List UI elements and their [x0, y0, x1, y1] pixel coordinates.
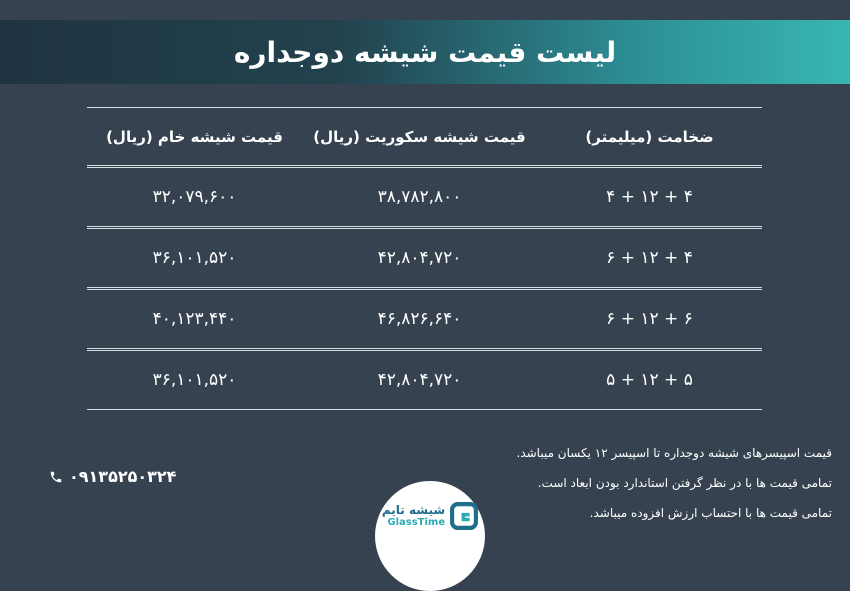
note-text: تمامی قیمت ها با در نظر گرفتن استاندارد بودن ابعاد است. — [537, 476, 832, 490]
phone-number: ۰۹۱۳۵۲۵۰۳۲۴ — [69, 467, 177, 486]
page-title: لیست قیمت شیشه دوجداره — [233, 35, 617, 69]
table-row — [87, 289, 762, 350]
cell-tempered-price: ۴۲,۸۰۴,۷۲۰ — [302, 228, 537, 289]
cell-raw-price: ۳۲,۰۷۹,۶۰۰ — [87, 167, 302, 228]
phone-icon — [49, 470, 63, 484]
table-row — [87, 228, 762, 289]
column-header-raw-price: قیمت شیشه خام (ریال) — [87, 108, 302, 167]
glasstime-logo — [375, 481, 485, 591]
note-text: تمامی قیمت ها با احتساب ارزش افزوده میباشد. — [589, 506, 832, 520]
table-row — [87, 167, 762, 228]
logo-name-en: GlassTime — [387, 517, 446, 528]
cell-raw-price: ۳۶,۱۰۱,۵۲۰ — [87, 350, 302, 410]
cell-thickness: ۶ + ۱۲ + ۶ — [537, 289, 762, 350]
cell-raw-price: ۳۶,۱۰۱,۵۲۰ — [87, 228, 302, 289]
column-header-tempered-price: قیمت شیشه سکوریت (ریال) — [302, 108, 537, 167]
cell-thickness: ۴ + ۱۲ + ۴ — [537, 167, 762, 228]
logo-mark-icon — [450, 502, 478, 530]
logo-name-fa: شیشه تایم — [381, 503, 446, 517]
cell-tempered-price: ۴۲,۸۰۴,۷۲۰ — [302, 350, 537, 410]
cell-thickness: ۴ + ۱۲ + ۶ — [537, 228, 762, 289]
table-header-row — [87, 108, 762, 167]
cell-tempered-price: ۴۶,۸۲۶,۶۴۰ — [302, 289, 537, 350]
column-header-thickness: ضخامت (میلیمتر) — [537, 108, 762, 167]
note-text: قیمت اسپیسرهای شیشه دوجداره تا اسپیسر ۱۲ یکسان میباشد. — [516, 446, 832, 460]
cell-raw-price: ۴۰,۱۲۳,۴۴۰ — [87, 289, 302, 350]
header-band — [0, 20, 850, 84]
price-table — [87, 107, 762, 410]
cell-thickness: ۵ + ۱۲ + ۵ — [537, 350, 762, 410]
table-row — [87, 350, 762, 410]
cell-tempered-price: ۳۸,۷۸۲,۸۰۰ — [302, 167, 537, 228]
contact-phone[interactable] — [49, 467, 176, 486]
